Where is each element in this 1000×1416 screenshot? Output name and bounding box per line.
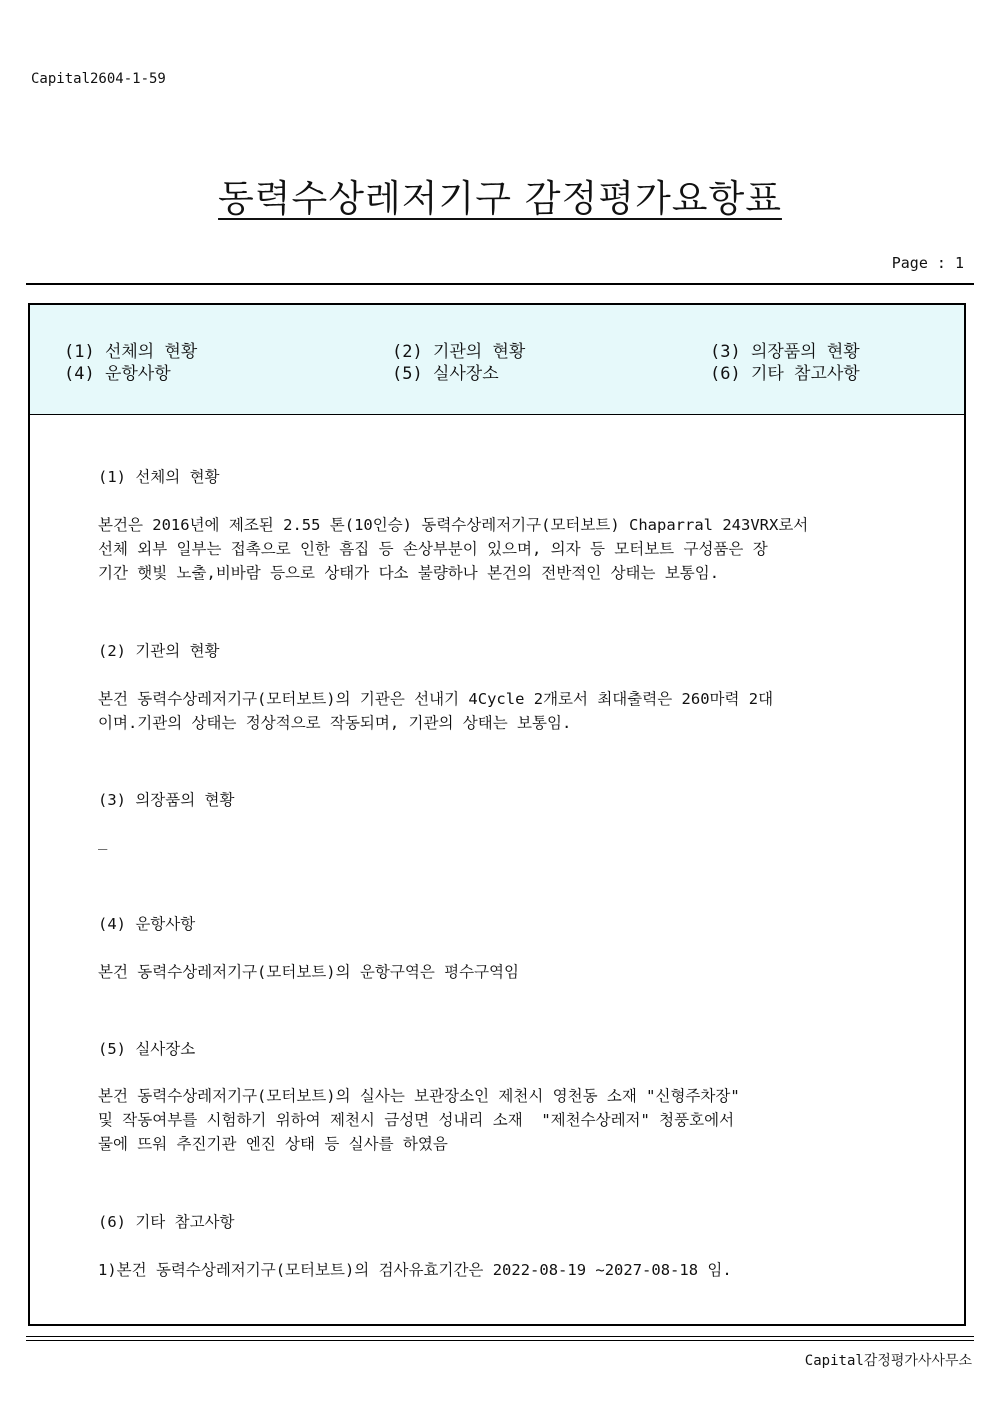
content-frame	[28, 303, 966, 1326]
text-line: 본건 동력수상레저기구(모터보트)의 운항구역은 평수구역임	[98, 963, 519, 981]
toc-item-5: (5) 실사장소	[392, 364, 499, 384]
section-body-operation	[98, 960, 918, 984]
table-of-contents	[30, 305, 964, 415]
toc-item-2: (2) 기관의 현황	[392, 342, 526, 362]
text-line: _	[98, 832, 108, 850]
toc-item-3: (3) 의장품의 현황	[710, 342, 860, 362]
top-divider	[26, 283, 974, 285]
section-heading-inspection-site: (5) 실사장소	[98, 1040, 196, 1058]
bottom-divider-second	[26, 1340, 974, 1341]
section-heading-hull: (1) 선체의 현황	[98, 468, 220, 486]
section-body-engine	[98, 687, 918, 735]
text-line: 물에 뜨워 추진기관 엔진 상태 등 실사를 하였음	[98, 1135, 448, 1153]
text-line: 1)본건 동력수상레저기구(모터보트)의 검사유효기간은 2022-08-19 ~2027-08-18 임.	[98, 1261, 732, 1279]
section-heading-engine: (2) 기관의 현황	[98, 642, 220, 660]
text-line: 선체 외부 일부는 접촉으로 인한 흠집 등 손상부분이 있으며, 의자 등 모터보트 구성품은 장	[98, 540, 768, 558]
page-title: 동력수상레저기구 감정평가요항표	[218, 177, 782, 220]
section-body-equipment	[98, 829, 918, 853]
toc-item-6: (6) 기타 참고사항	[710, 364, 860, 384]
text-line: 본건 동력수상레저기구(모터보트)의 기관은 선내기 4Cycle 2개로서 최대출력은 260마력 2대	[98, 690, 774, 708]
page-number: Page : 1	[891, 254, 964, 272]
section-heading-other: (6) 기타 참고사항	[98, 1213, 235, 1231]
document-code: Capital2604-1-59	[31, 71, 166, 87]
bottom-divider	[26, 1336, 974, 1337]
text-line: 및 작동여부를 시험하기 위하여 제천시 금성면 성내리 소재 "제천수상레저" 청풍호에서	[98, 1111, 735, 1129]
text-line: 본건 동력수상레저기구(모터보트)의 실사는 보관장소인 제천시 영천동 소재 "신형주차장"	[98, 1087, 740, 1105]
toc-item-1: (1) 선체의 현황	[64, 342, 198, 362]
toc-item-4: (4) 운항사항	[64, 364, 171, 384]
text-line: 본건은 2016년에 제조된 2.55 톤(10인승) 동력수상레저기구(모터보트) Chaparral 243VRX로서	[98, 516, 809, 534]
text-line: 이며.기관의 상태는 정상적으로 작동되며, 기관의 상태는 보통임.	[98, 714, 572, 732]
section-body-hull	[98, 513, 918, 585]
section-body-inspection-site	[98, 1084, 918, 1156]
section-heading-operation: (4) 운항사항	[98, 915, 196, 933]
text-line: 기간 햇빛 노출,비바람 등으로 상태가 다소 불량하나 본건의 전반적인 상태는 보통임.	[98, 564, 720, 582]
section-body-other	[98, 1258, 918, 1282]
section-heading-equipment: (3) 의장품의 현황	[98, 791, 235, 809]
office-name-footer: Capital감정평가사사무소	[804, 1353, 972, 1369]
